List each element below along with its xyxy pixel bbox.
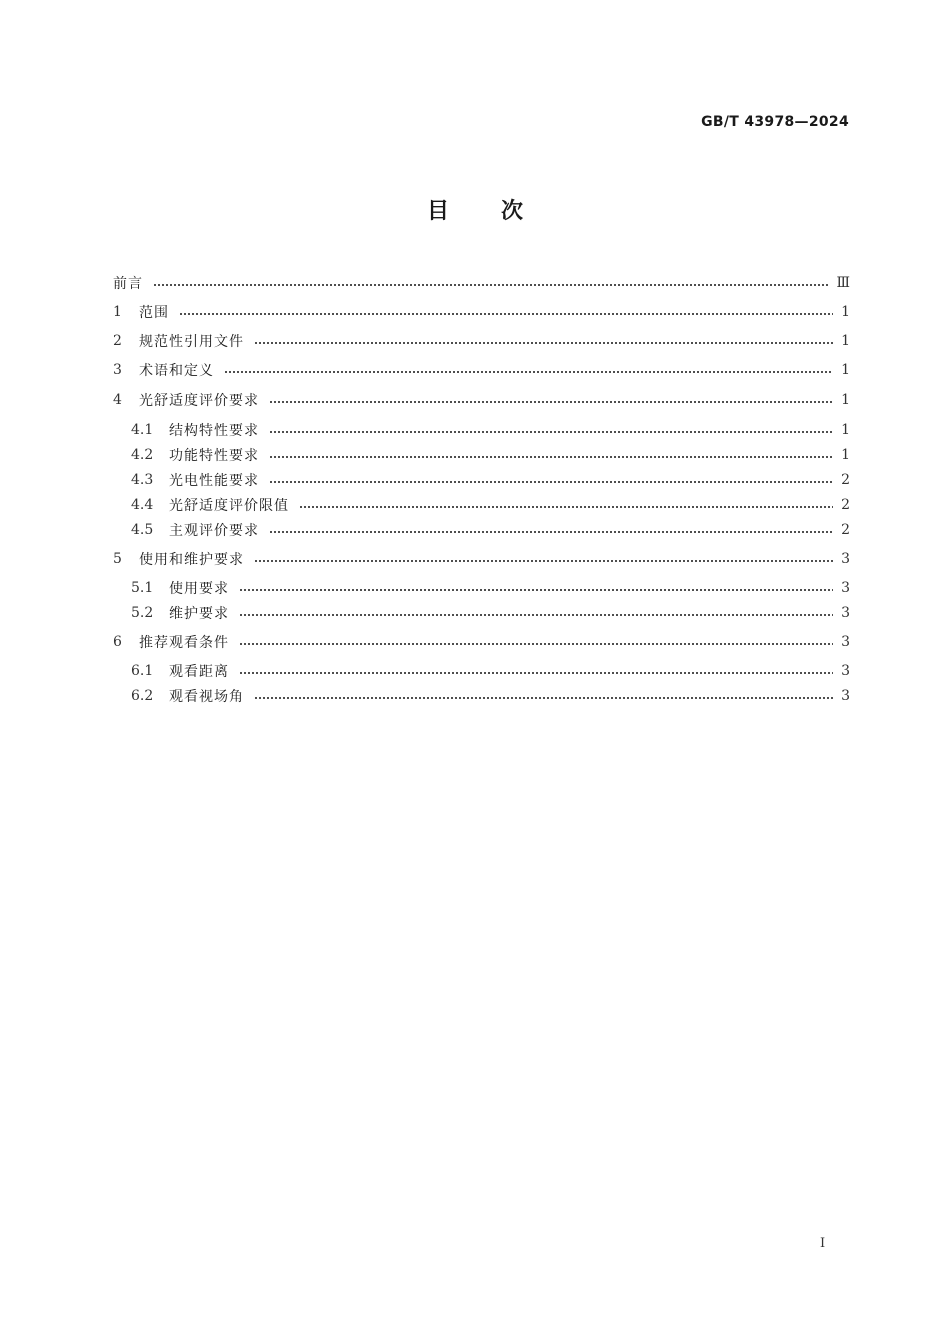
toc-entry-label: 光电性能要求 [169, 473, 259, 489]
toc-entry-number: 5.2 [131, 605, 154, 621]
dot-leader [254, 548, 833, 570]
dot-leader [239, 602, 833, 624]
dot-leader [269, 444, 833, 466]
dot-leader [269, 389, 833, 411]
toc-entry-number: 6.1 [131, 663, 154, 679]
toc-entry-number: 6.2 [131, 688, 154, 704]
toc-entry[interactable] [113, 602, 850, 624]
dot-leader [239, 631, 833, 653]
toc-entry-number: 4.1 [131, 422, 154, 438]
toc-entry-number: 6 [113, 634, 122, 650]
dot-leader [224, 359, 833, 381]
toc-entry-page: 3 [841, 580, 850, 596]
toc-entry[interactable] [113, 660, 850, 682]
toc-entry-label: 规范性引用文件 [139, 334, 244, 350]
toc-entry-page: 1 [841, 392, 850, 408]
dot-leader [269, 419, 833, 441]
toc-title-char: 次 [501, 199, 524, 224]
dot-leader [239, 660, 833, 682]
toc-entry-number: 4.2 [131, 447, 154, 463]
toc-entry-number: 5.1 [131, 580, 154, 596]
toc-entry-label: 光舒适度评价限值 [169, 498, 289, 514]
dot-leader [254, 685, 833, 707]
toc-entry-label: 推荐观看条件 [139, 635, 229, 651]
toc-entry-page: 2 [841, 522, 850, 538]
toc-entry-page: 2 [841, 472, 850, 488]
toc-entry-label: 使用要求 [169, 581, 229, 597]
toc-entry-number: 4.4 [131, 497, 154, 513]
toc-entry[interactable] [113, 494, 850, 516]
toc-entry-label: 术语和定义 [139, 363, 214, 379]
toc-entry[interactable] [113, 577, 850, 599]
toc-entry-page: 1 [841, 304, 850, 320]
toc-entry-label: 前言 [113, 276, 143, 292]
toc-title-char: 目 [426, 199, 449, 224]
dot-leader [179, 301, 833, 323]
dot-leader [153, 272, 828, 294]
toc-entry-number: 5 [113, 551, 122, 567]
toc-entry-number: 4 [113, 392, 122, 408]
toc-entry-page: 1 [841, 333, 850, 349]
dot-leader [269, 519, 833, 541]
toc-entry-page: 1 [841, 422, 850, 438]
toc-entry[interactable] [113, 359, 850, 381]
toc-entry-page: 1 [841, 447, 850, 463]
toc-entry[interactable] [113, 519, 850, 541]
toc-entry[interactable] [113, 330, 850, 352]
toc-entry-label: 使用和维护要求 [139, 552, 244, 568]
toc-entry-page: 3 [841, 688, 850, 704]
toc-entry-page: 3 [841, 634, 850, 650]
toc-entry-label: 结构特性要求 [169, 423, 259, 439]
toc-entry[interactable] [113, 301, 850, 323]
page-number: I [820, 1236, 826, 1251]
standard-code: GB/T 43978—2024 [701, 114, 849, 130]
toc-entry-number: 2 [113, 333, 122, 349]
dot-leader [239, 577, 833, 599]
toc-entry[interactable] [113, 444, 850, 466]
toc-entry-number: 4.3 [131, 472, 154, 488]
toc-entry-number: 3 [113, 362, 122, 378]
toc-entry[interactable] [113, 685, 850, 707]
toc-entry-page: 3 [841, 605, 850, 621]
dot-leader [269, 469, 833, 491]
toc-entry-label: 功能特性要求 [169, 448, 259, 464]
toc-entry[interactable] [113, 272, 850, 294]
toc-entry[interactable] [113, 548, 850, 570]
toc-entry-label: 范围 [139, 305, 169, 321]
toc-entry-label: 光舒适度评价要求 [139, 393, 259, 409]
toc-entry-label: 主观评价要求 [169, 523, 259, 539]
toc-entry[interactable] [113, 469, 850, 491]
toc-entry-label: 观看距离 [169, 664, 229, 680]
toc-entry-number: 1 [113, 304, 122, 320]
toc-entry-label: 观看视场角 [169, 689, 244, 705]
toc-entry-page: Ⅲ [836, 275, 850, 291]
dot-leader [254, 330, 833, 352]
toc-entry[interactable] [113, 389, 850, 411]
toc-entry-page: 1 [841, 362, 850, 378]
toc-entry-number: 4.5 [131, 522, 154, 538]
toc-entry[interactable] [113, 419, 850, 441]
toc-entry[interactable] [113, 631, 850, 653]
toc-entry-page: 3 [841, 551, 850, 567]
dot-leader [299, 494, 833, 516]
toc-title [0, 194, 950, 225]
toc-entry-page: 2 [841, 497, 850, 513]
toc-entry-page: 3 [841, 663, 850, 679]
toc-entry-label: 维护要求 [169, 606, 229, 622]
